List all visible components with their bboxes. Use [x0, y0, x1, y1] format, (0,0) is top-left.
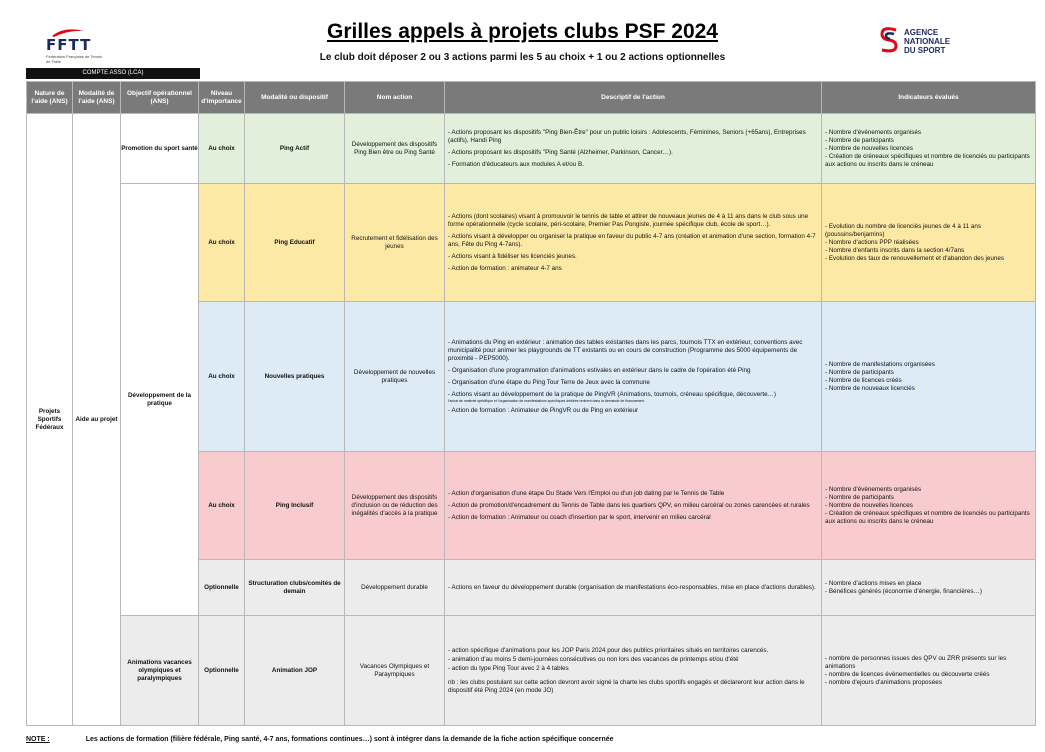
table-row — [27, 616, 1036, 726]
indicateurs-cell: - nombre de personnes issues des QPV ou ZRR présents sur les animations - nombre de licences évènementielles ou découverte créés - nombre d'ejours d'animations proposées — [822, 616, 1036, 726]
table-row — [27, 114, 1036, 184]
objectif-cell: Promotion du sport santé — [121, 114, 199, 184]
indicateurs-cell: - Evolution du nombre de licenciés jeunes de 4 à 11 ans (poussins/benjamins) - Nombre d'actions PPP réalisées - Nombre d'enfants inscrits dans la section 4/7ans - Evolution des taux de renouvellement et d'abandon des jeunes — [822, 184, 1036, 302]
nom-action-cell: Recrutement et fidélisation des jeunes — [345, 184, 445, 302]
descriptif-cell: - Actions en faveur du développement durable (organisation de manifestations éco-responsables, mise en place d'actions durables). — [445, 560, 822, 616]
indicateurs-cell: - Nombre de manifestations organisées - Nombre de participants - Nombre de licences créés - Nombre de nouveaux licenciés — [822, 302, 1036, 452]
descriptif-cell: - Actions proposant les dispositifs "Ping Bien-Être" pour un public loisirs : Adolescents, Féminines, Seniors (+65ans), Entreprises (actifs), Handi Ping - Actions proposant les dispositifs "Ping Santé (Alzheimer, Parkinson, Cancer…). - Formation d'éducateurs aux modules A et/ou B. — [445, 114, 822, 184]
page-header — [0, 0, 1045, 68]
indicateurs-cell: - Nombre d'événements organisés - Nombre de participants - Nombre de nouvelles licences - Création de créneaux spécifiques et nombre de licenciés ou participants aux actions ou inscrits dans le créneau — [822, 452, 1036, 560]
nom-action-cell: Développement des dispositifs d'inclusion ou de réduction des inégalités d'accès à la pratique — [345, 452, 445, 560]
column-header: Niveau d'importance — [199, 82, 245, 114]
niveau-cell: Optionnelle — [199, 560, 245, 616]
page-subtitle: Le club doit déposer 2 ou 3 actions parmi les 5 au choix + 1 ou 2 actions optionnelles — [319, 52, 726, 63]
column-header: Descriptif de l'action — [445, 82, 822, 114]
page-title: Grilles appels à projets clubs PSF 2024 — [326, 20, 718, 43]
fftt-logo-letters: FFTT — [46, 36, 92, 54]
dispositif-cell: Animation JOP — [245, 616, 345, 726]
dispositif-cell: Ping Educatif — [245, 184, 345, 302]
dispositif-cell: Ping Actif — [245, 114, 345, 184]
compte-asso-banner: COMPTE ASSO (LCA) — [26, 68, 200, 79]
niveau-cell: Au choix — [199, 452, 245, 560]
niveau-cell: Optionnelle — [199, 616, 245, 726]
dispositif-cell: Ping Inclusif — [245, 452, 345, 560]
dispositif-cell: Nouvelles pratiques — [245, 302, 345, 452]
ans-logo — [878, 26, 998, 60]
descriptif-cell: - Action d'organisation d'une étape Du Stade Vers l'Emploi ou d'un job dating par le Tennis de Table - Action de promotion/d'encadrement du Tennis de Table dans les quartiers QPV, en milieu carcéral ou zones carencées et rurales - Action de formation : Animateur ou coach d'insertion par le sport, intervenir en milieu carcéral — [445, 452, 822, 560]
niveau-cell: Au choix — [199, 184, 245, 302]
column-header: Objectif opérationnel (ANS) — [121, 82, 199, 114]
note-label: NOTE : — [26, 736, 50, 743]
descriptif-cell: - action spécifique d'animations pour les JOP Paris 2024 pour des publics prioritaires situés en territoires carencés. - animation d'au moins 5 demi-journées consécutives ou non lors des vacances de printemps et/ou d'été - action du type Ping Tour avec 2 à 4 tables nb : les clubs postulant sur cette action devront avoir signé la charte les clubs sportifs engagés et déclareront leur action dans le dispositif été Ping 2024 (en mode JO) — [445, 616, 822, 726]
descriptif-cell: - Animations du Ping en extérieur : animation des tables existantes dans les parcs, tournois TTX en extérieur, conventions avec municipalité pour animer les playgrounds de TT existants ou en cours de construction (Programme des 5000 équipements de proximité - PEP5000). - Organisation d'une programmation d'animations estivales en extérieur dans le cadre de l'opération été Ping - Organisation d'une étape du Ping Tour Terre de Jeux avec la commune - Actions visant au développement de la pratique de PingVR (Animations, tournois, créneau spécifique, découverte…) l'achat de matériel spécifique et l'organisation de manifestations spécifiques dédiées rentrent dans la demande de financement - Action de formation : Animateur de PingVR ou de Ping en extérieur — [445, 302, 822, 452]
descriptif-cell: - Actions (dont scolaires) visant à promouvoir le tennis de table et attirer de nouveaux jeunes de 4 à 11 ans dans le club sous une forme opérationnelle (cycle scolaire, péri-scolaire, Premier Pas Pongiste, journée spécifique club, école de sport…). - Actions visant à développer ou organiser la pratique en faveur du public 4-7 ans (création et animation d'une section, formation 4-7 ans, Fête du Ping 4-7ans). - Actions visant à fidéliser les licenciés jeunes. - Action de formation : animateur 4-7 ans — [445, 184, 822, 302]
dispositif-cell: Structuration clubs/comités de demain — [245, 560, 345, 616]
column-header: Modalité ou dispositif — [245, 82, 345, 114]
ans-emblem-icon — [878, 26, 900, 54]
table-row — [27, 184, 1036, 302]
column-header: Modalité de l'aide (ANS) — [73, 82, 121, 114]
descriptif-footnote: l'achat de matériel spécifique et l'organisation de manifestations spécifiques dédiées rentrent dans la demande de financement — [448, 398, 645, 403]
nom-action-cell: Développement de nouvelles pratiques — [345, 302, 445, 452]
note-text: Les actions de formation (filière fédérale, Ping santé, 4-7 ans, formations continues…) sont à intégrer dans la demande de la fiche action spécifique concernée — [85, 736, 614, 743]
footer-note — [26, 736, 614, 743]
projects-grid-table — [26, 81, 1036, 726]
table-header-row — [27, 82, 1036, 114]
niveau-cell: Au choix — [199, 302, 245, 452]
fftt-logo-subtitle: Fédération Française de Tennis de Table — [46, 54, 102, 64]
indicateurs-cell: - Nombre d'actions mises en place - Bénéfices générés (économie d'énergie, financières…) — [822, 560, 1036, 616]
niveau-cell: Au choix — [199, 114, 245, 184]
nom-action-cell: Vacances Olympiques et Paraympiques — [345, 616, 445, 726]
column-header: Nature de l'aide (ANS) — [27, 82, 73, 114]
objectif-cell: Animations vacances olympiques et paralympiques — [121, 616, 199, 726]
indicateurs-cell: - Nombre d'événements organisés - Nombre de participants - Nombre de nouvelles licences - Création de créneaux spécifiques et nombre de licenciés ou participants aux actions ou inscrits dans le créneau — [822, 114, 1036, 184]
nom-action-cell: Développement des dispositifs Ping Bien être ou Ping Santé — [345, 114, 445, 184]
nom-action-cell: Développement durable — [345, 560, 445, 616]
column-header: Nom action — [345, 82, 445, 114]
nature-cell: Projets Sportifs Fédéraux — [27, 114, 73, 726]
column-header: Indicateurs évalués — [822, 82, 1036, 114]
ans-logo-text: AGENCE NATIONALE DU SPORT — [904, 28, 951, 55]
objectif-cell: Développement de la pratique — [121, 184, 199, 616]
modalite-aide-cell: Aide au projet — [73, 114, 121, 726]
